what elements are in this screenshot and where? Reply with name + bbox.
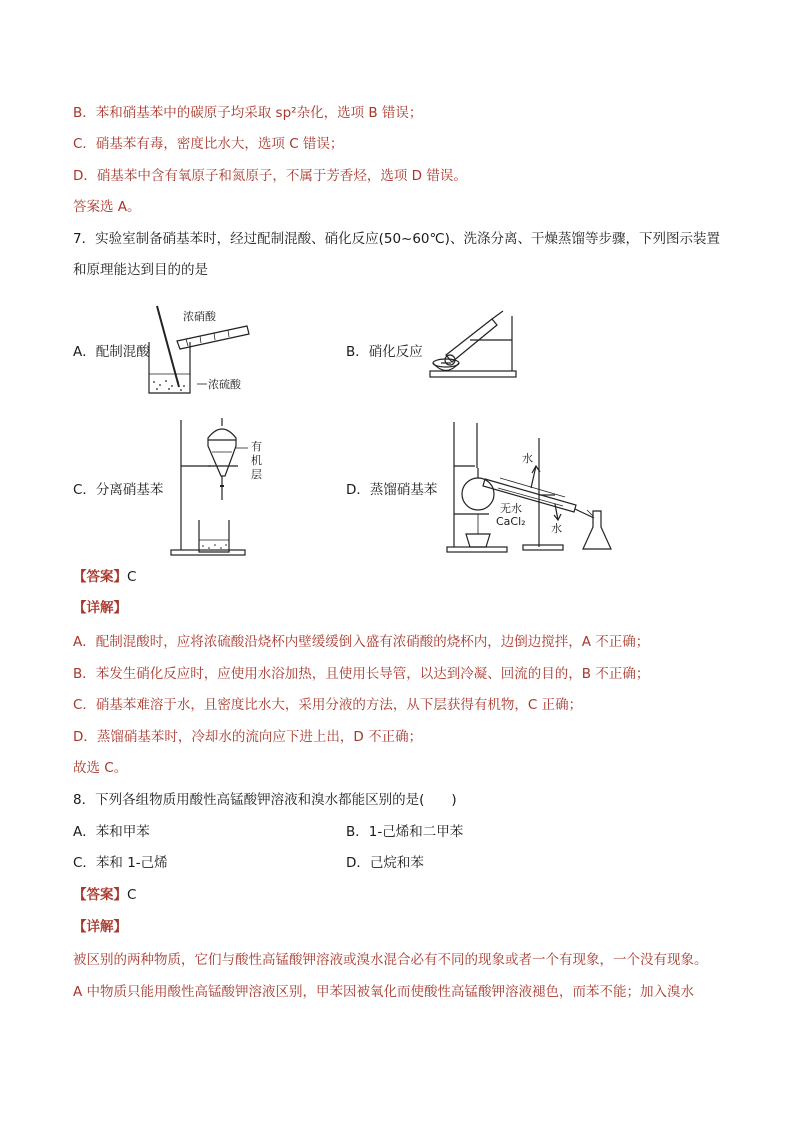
q7-option-c: C．分离硝基苯: [73, 482, 164, 498]
beaker-a: [149, 342, 190, 393]
q8-detail-line2: A 中物质只能用酸性高锰酸钾溶液区别，甲苯因被氧化而使酸性高锰酸钾溶液褪色，而苯不能；加入溴水: [73, 984, 695, 1000]
label-anhydrous: 无水: [500, 502, 522, 515]
q7-option-a: A．配制混酸: [73, 344, 150, 360]
q7-stem-line1: 7．实验室制备硝基苯时，经过配制混酸、硝化反应(50~60℃)、洗涤分离、干燥蒸馏等步骤，下列图示装置: [73, 231, 720, 247]
label-water-out: 水: [551, 522, 562, 535]
prev-explanation-c: C．硝基苯有毒，密度比水大，选项 C 错误；: [73, 136, 344, 152]
q7-detail-d: D．蒸馏硝基苯时，冷却水的流向应下进上出，D 不正确；: [73, 729, 423, 745]
q7-conclusion: 故选 C。: [73, 760, 128, 776]
q7-detail-label: 【详解】: [73, 600, 127, 616]
label-organic-1: 有: [251, 440, 262, 453]
q7-detail-b: B．苯发生硝化反应时，应使用水浴加热，且使用长导管，以达到冷凝、回流的目的，B 不正确；: [73, 666, 650, 682]
q8-option-c: C．苯和 1-己烯: [73, 855, 168, 871]
q8-detail-label: 【详解】: [73, 919, 127, 935]
q7-detail-c: C．硝基苯难溶于水，且密度比水大，采用分液的方法，从下层获得有机物，C 正确；: [73, 697, 583, 713]
label-organic-3: 层: [251, 468, 262, 481]
q7-option-d: D．蒸馏硝基苯: [346, 482, 438, 498]
q7-stem-line2: 和原理能达到目的的是: [73, 262, 208, 278]
q8-detail-line1: 被区别的两种物质，它们与酸性高锰酸钾溶液或溴水混合必有不同的现象或者一个有现象，一个没有现象。: [73, 952, 708, 968]
label-cacl2: CaCl₂: [496, 515, 526, 528]
prev-answer: 答案选 A。: [73, 199, 141, 215]
label-water-in: 水: [522, 452, 533, 465]
q8-answer: 【答案】C: [73, 887, 137, 903]
label-conc-sulfuric: 浓硫酸: [208, 378, 241, 391]
q7-answer: 【答案】C: [73, 569, 137, 585]
q8-option-d: D．己烷和苯: [346, 855, 424, 871]
q7-option-b: B．硝化反应: [346, 344, 423, 360]
label-organic-2: 机: [251, 454, 262, 467]
q8-option-b: B．1-己烯和二甲苯: [346, 824, 464, 840]
q8-option-a: A．苯和甲苯: [73, 824, 150, 840]
prev-explanation-d: D．硝基苯中含有氧原子和氮原子，不属于芳香烃，选项 D 错误。: [73, 168, 467, 184]
q7-detail-a: A．配制混酸时，应将浓硫酸沿烧杯内壁缓缓倒入盛有浓硝酸的烧杯内，边倒边搅拌，A 不正确；: [73, 634, 650, 650]
prev-explanation-b: B．苯和硝基苯中的碳原子均采取 sp²杂化，选项 B 错误；: [73, 105, 423, 121]
label-conc-nitric: 浓硝酸: [183, 310, 216, 323]
q8-stem: 8．下列各组物质用酸性高锰酸钾溶液和溴水都能区别的是( ): [73, 792, 457, 808]
